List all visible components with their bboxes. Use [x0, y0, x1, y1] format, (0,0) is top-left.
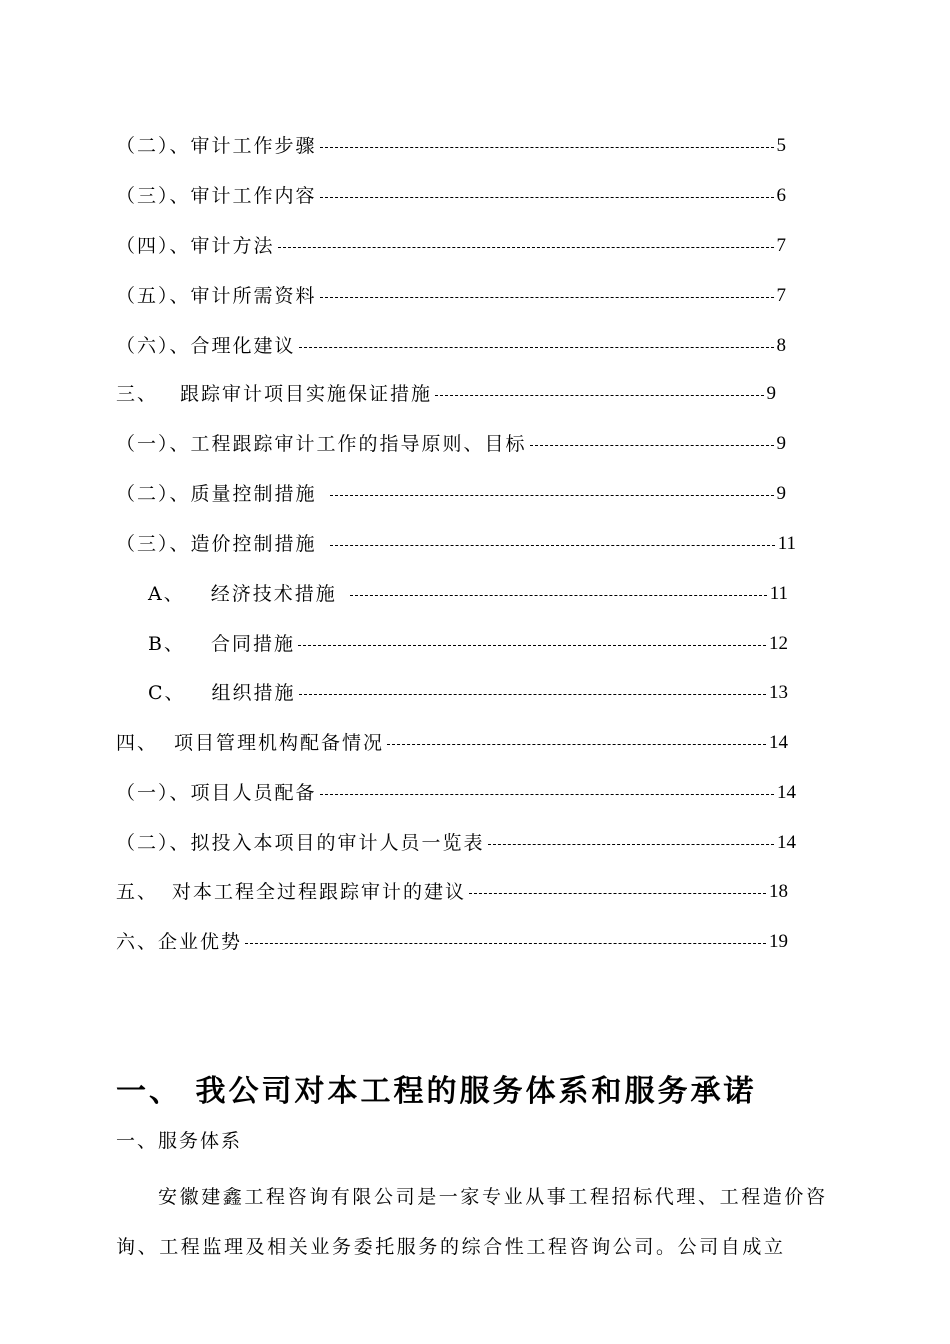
toc-entry-label: 组织措施: [211, 682, 296, 704]
toc-entry[interactable]: [116, 928, 788, 956]
toc-entry-number: B、: [148, 633, 185, 655]
toc-entry-page: 7: [776, 285, 786, 306]
toc-entry-page: 14: [777, 832, 796, 853]
toc-entry[interactable]: [116, 380, 776, 408]
toc-entry[interactable]: [116, 779, 796, 807]
toc-entry[interactable]: [116, 282, 786, 310]
toc-entry-label: （一）、项目人员配备: [116, 782, 317, 804]
toc-entry-page: 11: [769, 583, 788, 604]
toc-entry-page: 9: [766, 383, 776, 404]
toc-entry-label: （四）、审计方法: [116, 235, 275, 257]
toc-leader: [488, 844, 774, 845]
toc-entry[interactable]: [116, 480, 786, 508]
toc-entry-page: 9: [776, 483, 786, 504]
toc-entry[interactable]: [116, 878, 788, 906]
toc-leader: [435, 395, 763, 396]
toc-entry-page: 18: [769, 881, 788, 902]
toc-entry-label: 经济技术措施: [210, 583, 337, 605]
toc-entry-page: 14: [777, 782, 796, 803]
toc-entry-number: 四、: [116, 732, 159, 754]
toc-entry-label: （一）、工程跟踪审计工作的指导原则、目标: [116, 433, 527, 455]
toc-entry[interactable]: [116, 530, 796, 558]
toc-leader: [387, 744, 766, 745]
toc-entry-page: 6: [776, 185, 786, 206]
toc-entry-page: 11: [777, 533, 796, 554]
toc-entry-label: （二）、拟投入本项目的审计人员一览表: [116, 832, 485, 854]
toc-leader: [320, 794, 774, 795]
toc-entry[interactable]: [116, 182, 786, 210]
toc-entry-number: 五、: [116, 881, 159, 903]
section-subheading: 一、服务体系: [116, 1130, 243, 1152]
toc-entry-number: A、: [148, 583, 185, 605]
toc-entry-label: （三）、造价控制措施: [116, 533, 317, 555]
toc-entry-label: 对本工程全过程跟踪审计的建议: [172, 881, 467, 903]
toc-entry[interactable]: [116, 232, 786, 260]
toc-leader: [330, 495, 774, 496]
toc-entry-page: 12: [769, 633, 788, 654]
toc-entry-number: C、: [148, 682, 186, 704]
paragraph-text: 安徽建鑫工程咨询有限公司是一家专业从事工程招标代理、工程造价咨询、工程监理及相关业务委托服务的综合性工程咨询公司。公司自成立: [116, 1186, 828, 1258]
toc-leader: [469, 893, 766, 894]
toc-leader: [278, 247, 774, 248]
toc-entry-label: 跟踪审计项目实施保证措施: [180, 383, 433, 405]
toc-entry-number: 三、: [116, 383, 159, 405]
toc-leader: [320, 197, 774, 198]
toc-entry-page: 9: [776, 433, 786, 454]
toc-entry-label: （二）、质量控制措施: [116, 483, 317, 505]
section-heading: 一、 我公司对本工程的服务体系和服务承诺: [116, 1074, 757, 1109]
toc-leader: [530, 445, 774, 446]
toc-entry-label: （二）、审计工作步骤: [116, 135, 317, 157]
toc-leader: [320, 297, 774, 298]
toc-leader: [298, 645, 766, 646]
toc-entry-page: 19: [769, 931, 788, 952]
toc-leader: [299, 347, 774, 348]
toc-leader: [350, 595, 767, 596]
toc-entry-label: （五）、审计所需资料: [116, 285, 317, 307]
toc-entry[interactable]: [116, 430, 786, 458]
toc-entry-label: 六、企业优势: [116, 931, 243, 953]
toc-leader: [320, 147, 774, 148]
toc-entry-page: 7: [776, 235, 786, 256]
toc-entry[interactable]: [116, 729, 788, 757]
toc-entry-label: （六）、合理化建议: [116, 335, 296, 357]
toc-entry[interactable]: [148, 630, 788, 658]
toc-entry-page: 8: [776, 335, 786, 356]
toc-leader: [299, 694, 766, 695]
toc-entry-page: 14: [769, 732, 788, 753]
toc-entry[interactable]: [116, 829, 796, 857]
toc-entry[interactable]: [116, 132, 786, 160]
toc-entry[interactable]: [148, 580, 788, 608]
toc-leader: [330, 545, 775, 546]
body-paragraph: [116, 1172, 834, 1272]
toc-leader: [245, 943, 766, 944]
toc-entry-label: 项目管理机构配备情况: [174, 732, 385, 754]
toc-entry[interactable]: [148, 679, 788, 707]
toc-entry-label: （三）、审计工作内容: [116, 185, 317, 207]
toc-entry[interactable]: [116, 332, 786, 360]
toc-entry-label: 合同措施: [210, 633, 295, 655]
toc-entry-page: 13: [769, 682, 788, 703]
toc-entry-page: 5: [776, 135, 786, 156]
